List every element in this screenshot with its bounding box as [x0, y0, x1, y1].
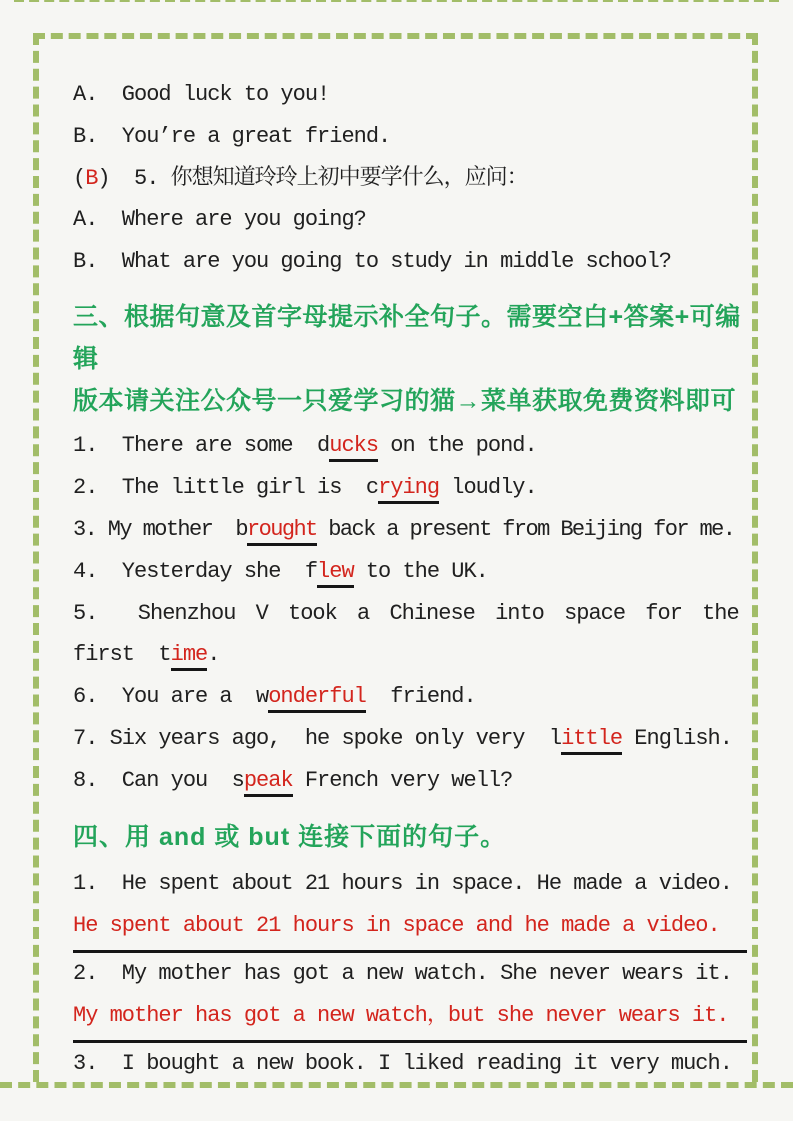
section4-heading: [73, 817, 747, 859]
text-segment: French very well?: [292, 767, 513, 793]
text-segment: to the UK.: [353, 558, 488, 584]
connect-item-2: [73, 953, 747, 995]
fill-item-2: [73, 467, 747, 509]
fill-blank-answer: ucks: [329, 433, 378, 462]
top-edge-dashed-line: [14, 0, 779, 2]
fill-blank-answer: rying: [378, 475, 439, 504]
fill-blank-answer: lew: [317, 559, 354, 588]
text-segment: on the pond.: [378, 433, 537, 459]
connect-answer-1: [73, 905, 747, 953]
text-segment: ) 5. 你想知道玲玲上初中要学什么，应问：: [97, 165, 528, 191]
text-segment: A. Where are you going?: [73, 207, 366, 233]
fill-blank-answer: peak: [244, 768, 293, 797]
text-segment: A. Good luck to you!: [73, 82, 330, 107]
text-segment: B. What are you going to study in middle school?: [73, 249, 671, 275]
text-segment: friend.: [365, 684, 476, 710]
text-segment: B. You’re a great friend.: [73, 123, 391, 149]
text-segment: 5. Shenzhou V took a Chinese into space for the: [73, 600, 739, 626]
option-b-q5: [73, 241, 747, 283]
text-segment: 4. Yesterday she f: [73, 558, 318, 584]
text-segment: 版本请关注公众号一只爱学习的猫→菜单获取免费资料即可: [73, 386, 737, 415]
text-segment: 3. My mother b: [73, 516, 248, 542]
fill-item-1: [73, 425, 747, 467]
option-a-q5: [73, 199, 747, 241]
fill-blank-answer: onderful: [268, 684, 366, 713]
text-segment: 四、用 and 或 but 连接下面的句子。: [73, 822, 507, 851]
section3-heading-line1: [73, 297, 747, 381]
connect-item-1: [73, 863, 747, 905]
option-a-q4: [73, 74, 747, 116]
text-segment: 7. Six years ago, he spoke only very l: [73, 725, 562, 751]
fill-item-3: [73, 509, 747, 551]
mc-answer-letter: B: [85, 165, 98, 191]
fill-blank-answer: ittle: [561, 726, 622, 755]
fill-item-7: [73, 718, 747, 760]
text-segment: 6. You are a w: [73, 684, 269, 710]
text-segment: 3. I bought a new book. I liked reading it very much.: [73, 1050, 732, 1076]
question-5-with-answer: [73, 158, 747, 200]
fill-item-6: [73, 676, 747, 718]
written-answer-sentence: My mother has got a new watch，but she never wears it.: [73, 995, 747, 1043]
connect-answer-2: [73, 995, 747, 1043]
text-segment: first t: [73, 642, 171, 668]
connect-item-3: [73, 1043, 747, 1085]
fill-blank-answer: ime: [171, 642, 208, 671]
text-segment: loudly.: [439, 475, 537, 501]
fill-item-4: [73, 551, 747, 593]
fill-item-5-line1: [73, 593, 747, 635]
text-segment: 2. The little girl is c: [73, 475, 379, 501]
text-segment: back a present from Beijing for me.: [316, 516, 735, 542]
written-answer-sentence: He spent about 21 hours in space and he made a video.: [73, 905, 747, 953]
text-segment: 8. Can you s: [73, 767, 244, 793]
text-segment: .: [207, 642, 220, 668]
option-b-q4: [73, 116, 747, 158]
fill-blank-answer: rought: [247, 517, 317, 546]
fill-item-8: [73, 760, 747, 802]
section3-heading-line2: [73, 381, 747, 423]
content: [73, 74, 747, 1084]
fill-item-5-line2: [73, 634, 747, 676]
text-segment: 三、根据句意及首字母提示补全句子。需要空白+答案+可编辑: [73, 302, 741, 373]
text-segment: 1. There are some d: [73, 433, 330, 459]
text-segment: (: [73, 165, 86, 191]
text-segment: 2. My mother has got a new watch. She never wears it.: [73, 960, 732, 986]
text-segment: English.: [622, 725, 732, 751]
text-segment: 1. He spent about 21 hours in space. He made a video.: [73, 871, 732, 897]
